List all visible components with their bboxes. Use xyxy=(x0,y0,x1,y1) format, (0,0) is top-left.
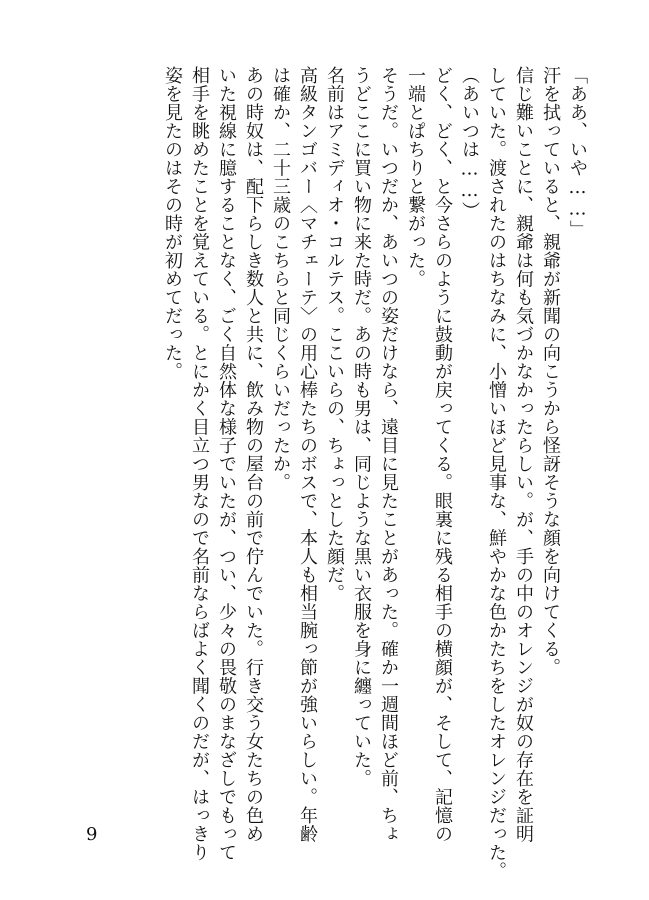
text-line: あの時奴は、配下らしき数人と共に、飲み物の屋台の前で佇んでいた。行き交う女たちの色め xyxy=(243,66,264,843)
text-line: 高級タンゴバー〈マチェーテ〉の用心棒たちのボスで、本人も相当腕っ節が強いらしい。年齢 xyxy=(297,66,318,843)
vertical-text-body xyxy=(159,66,591,880)
text-line: 相手を眺めたことを覚えている。とにかく目立つ男なので名前ならばよく聞くのだが、はっきり xyxy=(189,66,210,862)
text-line: 名前はアミディオ・コルテス。ここいらの、ちょっとした顔だ。 xyxy=(324,66,345,603)
text-line: していた。渡されたのはちなみに、小憎いほど見事な、鮮やかな色かたちをしたオレンジだった。 xyxy=(486,66,507,880)
text-line: 一端とぱちりと繋がった。 xyxy=(405,66,426,288)
text-line: そうだ。いつだか、あいつの姿だけなら、遠目に見たことがあった。確か一週間ほど前、ちょ xyxy=(378,66,399,843)
text-line: いた視線に臆することなく、ごく自然体な様子でいたが、つい、少々の畏敬のまなざしでもって xyxy=(216,66,237,862)
page-number: 9 xyxy=(86,824,98,845)
text-line: 「ああ、いや……」 xyxy=(567,66,588,239)
text-line: 信じ難いことに、親爺は何も気づかなかったらしい。が、手の中のオレンジが奴の存在を証明 xyxy=(513,66,534,843)
text-line: 姿を見たのはその時が初めてだった。 xyxy=(162,66,183,381)
text-line: うどここに買い物に来た時だ。あの時も男は、同じような黒い衣服を身に纏っていた。 xyxy=(351,66,372,788)
text-line: は確か、二十三歳のこちらと同じくらいだったか。 xyxy=(270,66,291,492)
text-line: 汗を拭っていると、親爺が新聞の向こうから怪訝そうな顔を向けてくる。 xyxy=(540,66,561,677)
text-line: どく、どく、と今さらのように鼓動が戻ってくる。眼裏に残る相手の横顔が、そして、記憶の xyxy=(432,66,453,843)
text-line: （あいつは……） xyxy=(459,66,480,220)
